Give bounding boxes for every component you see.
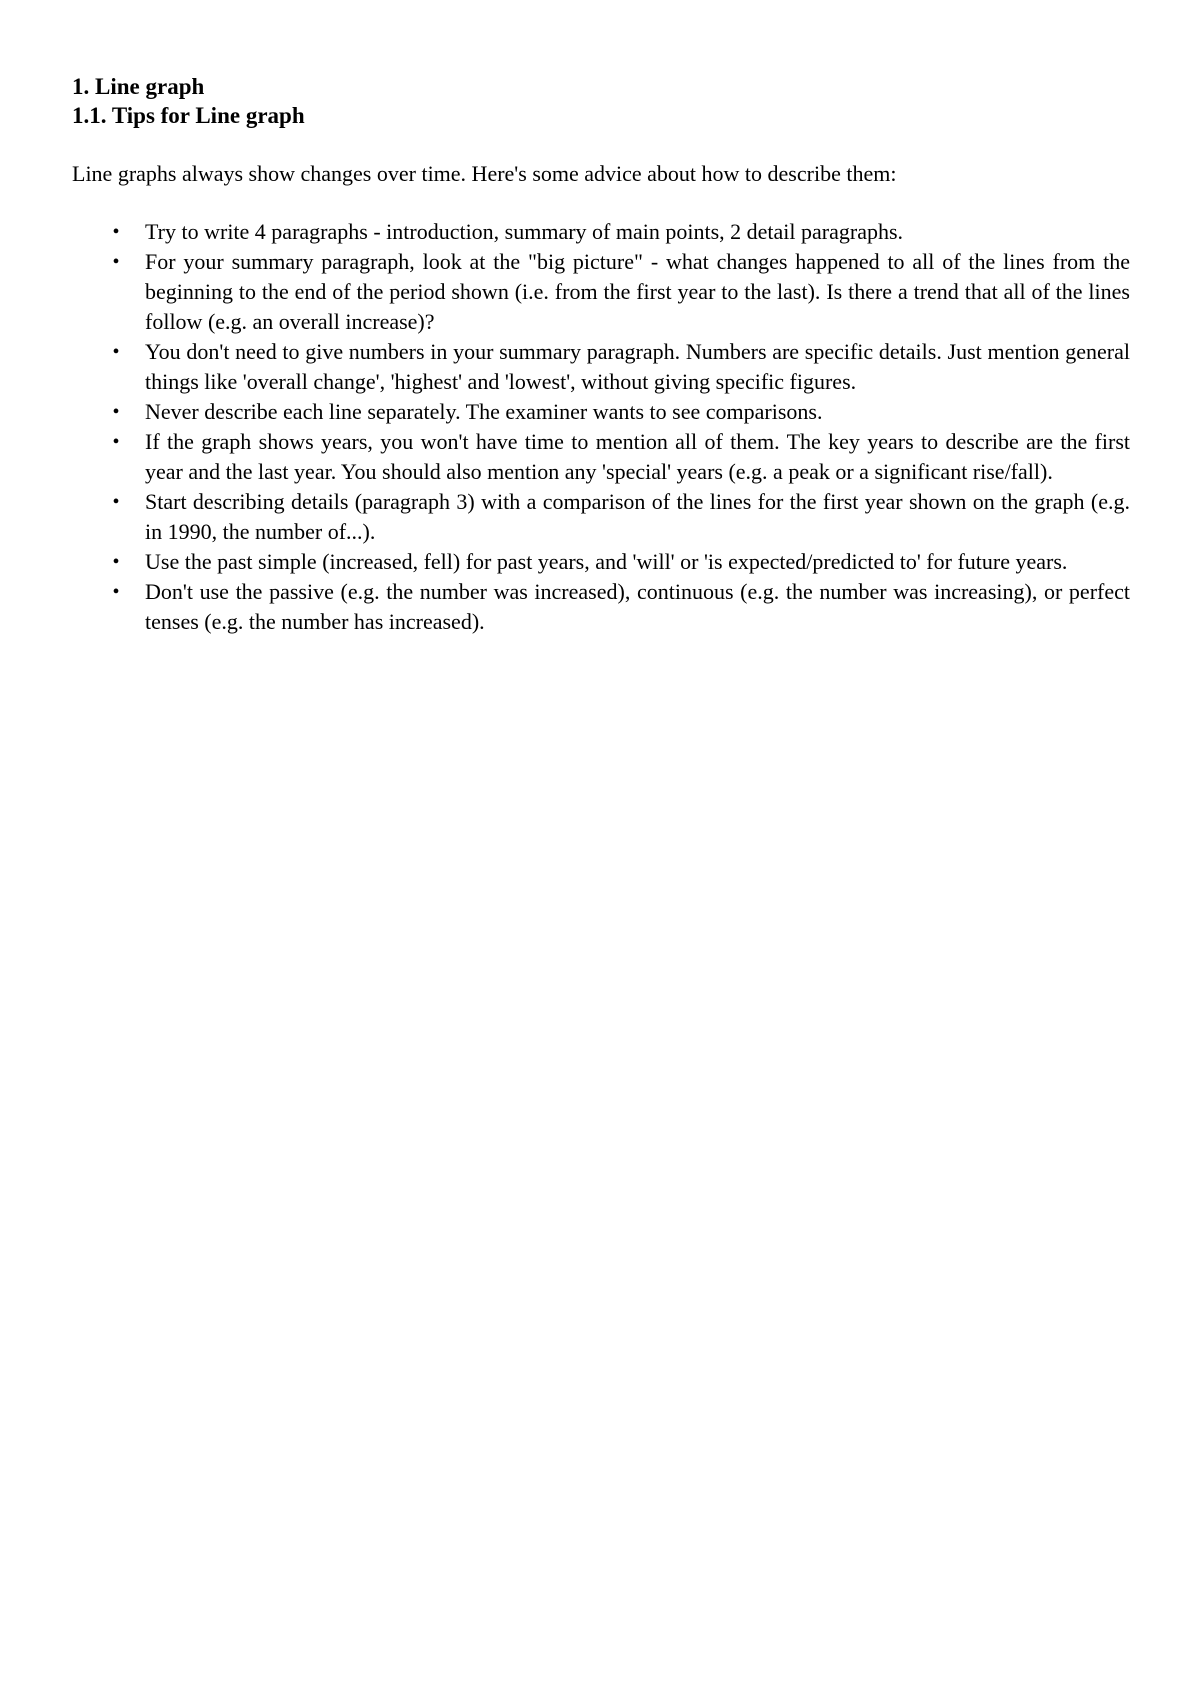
list-item-text: Never describe each line separately. The examiner wants to see comparisons. <box>145 399 823 424</box>
list-item-text: If the graph shows years, you won't have time to mention all of them. The key years to describe are the first year and the last year. You should also mention any 'special' years (e.g. a peak or a significant rise/fall). <box>145 429 1130 484</box>
list-item-text: Use the past simple (increased, fell) for past years, and 'will' or 'is expected/predicted to' for future years. <box>145 549 1068 574</box>
list-item <box>72 217 1130 247</box>
list-item <box>72 547 1130 577</box>
bullet-icon: • <box>112 431 120 453</box>
tips-list <box>72 217 1130 637</box>
list-item <box>72 427 1130 487</box>
list-item-text: Try to write 4 paragraphs - introduction, summary of main points, 2 detail paragraphs. <box>145 219 904 244</box>
list-item-text: Don't use the passive (e.g. the number was increased), continuous (e.g. the number was increasing), or perfect tenses (e.g. the number has increased). <box>145 579 1130 634</box>
bullet-icon: • <box>112 581 120 603</box>
list-item <box>72 247 1130 337</box>
list-item-text: For your summary paragraph, look at the "big picture" - what changes happened to all of the lines from the beginning to the end of the period shown (i.e. from the first year to the last). Is there a trend that all of the lines follow (e.g. an overall increase)? <box>145 249 1130 334</box>
bullet-icon: • <box>112 551 120 573</box>
bullet-icon: • <box>112 401 120 423</box>
bullet-icon: • <box>112 251 120 273</box>
list-item <box>72 487 1130 547</box>
list-item <box>72 397 1130 427</box>
list-item-text: Start describing details (paragraph 3) with a comparison of the lines for the first year shown on the graph (e.g. in 1990, the number of...). <box>145 489 1130 544</box>
bullet-icon: • <box>112 491 120 513</box>
list-item-text: You don't need to give numbers in your summary paragraph. Numbers are specific details. Just mention general things like 'overall change', 'highest' and 'lowest', without giving specific figures. <box>145 339 1130 394</box>
intro-paragraph: Line graphs always show changes over time. Here's some advice about how to describe them: <box>72 161 897 186</box>
bullet-icon: • <box>112 221 120 243</box>
list-item <box>72 337 1130 397</box>
document-page <box>72 72 1130 637</box>
bullet-icon: • <box>112 341 120 363</box>
subsection-heading: 1.1. Tips for Line graph <box>72 103 305 128</box>
section-heading: 1. Line graph <box>72 74 205 99</box>
list-item <box>72 577 1130 637</box>
